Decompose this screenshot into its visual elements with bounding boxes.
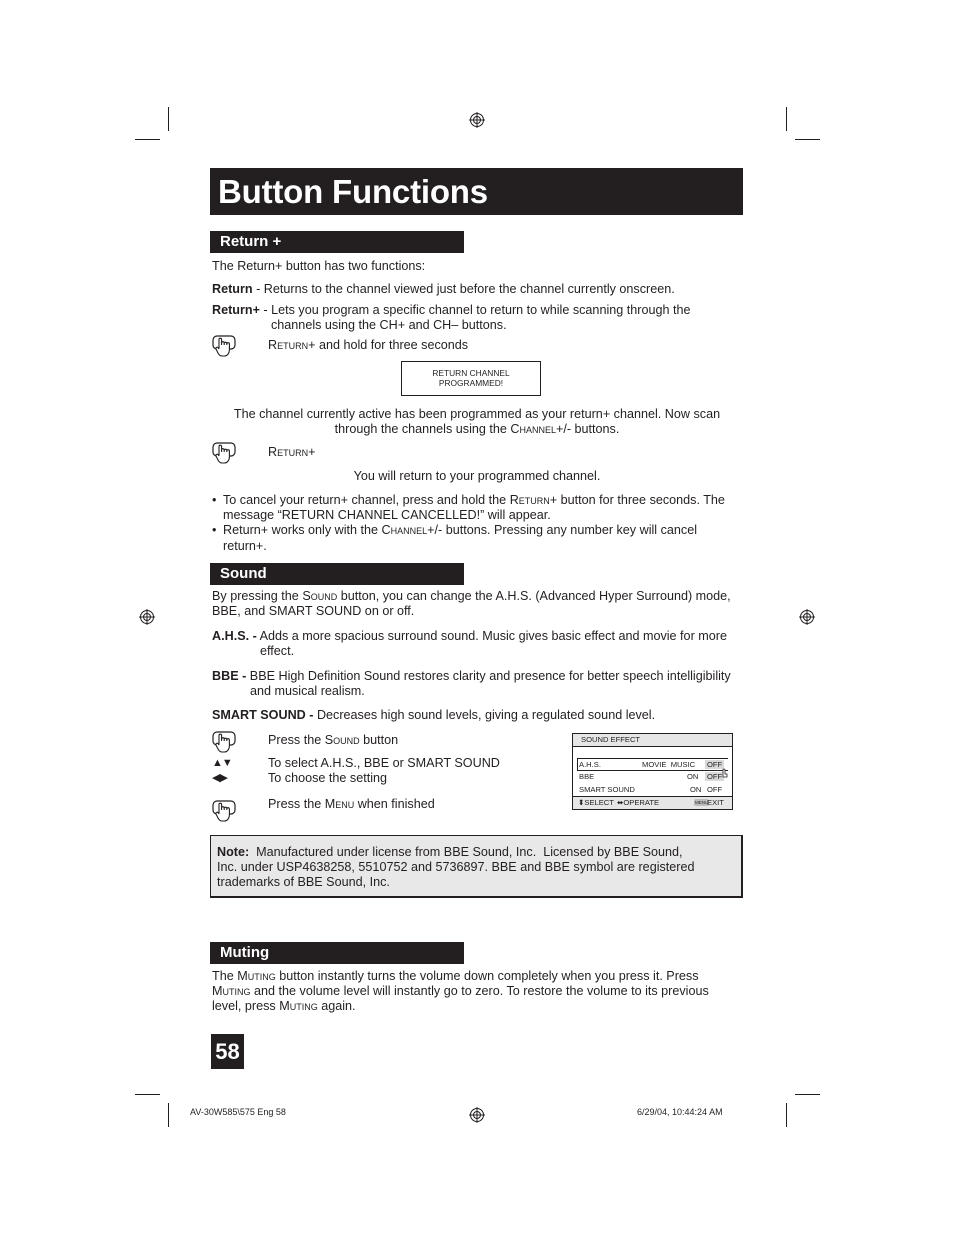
registration-mark-icon [469, 112, 485, 128]
text: Return+ works only with the [223, 523, 382, 537]
print-slug-right: 6/29/04, 10:44:24 AM [637, 1107, 723, 1117]
step-text: + and hold for three seconds [308, 338, 469, 352]
bullet-text-cont: return+. [223, 539, 267, 553]
definition: - Lets you program a specific channel to return to while scanning through the [259, 303, 691, 317]
bbe-definition [212, 669, 737, 684]
active-channel-text-2 [212, 422, 742, 437]
muting-text-2 [212, 984, 737, 999]
smart-sound-definition [212, 708, 737, 723]
menu-row-ahs[interactable] [579, 760, 727, 772]
muting-key-label: Muting [237, 969, 276, 983]
return-result: You will return to your programmed channel. [353, 469, 601, 483]
hand-press-icon [212, 799, 236, 823]
bullet-text [223, 493, 725, 508]
bullet-text [223, 523, 697, 538]
menu-title: SOUND EFFECT [581, 735, 641, 744]
return-plus-definition-cont: channels using the CH+ and CH– buttons. [271, 318, 507, 332]
left-right-arrow-icon: ⬌ [617, 798, 624, 807]
menu-row-selected: OFF [707, 760, 723, 769]
print-slug-left: AV-30W585\575 Eng 58 [190, 1107, 286, 1117]
bullet: • [212, 523, 217, 537]
sound-intro [212, 589, 737, 604]
registration-mark-icon [469, 1107, 485, 1123]
text: when finished [354, 797, 435, 811]
page-title: Button Functions [210, 168, 743, 215]
text: By pressing the [212, 589, 303, 603]
text: and the volume level will instantly go to zero. To restore the volume to its previous [250, 984, 709, 998]
text: again. [317, 999, 356, 1013]
section-heading-sound: Sound [210, 563, 464, 585]
term: Return+ [212, 303, 260, 317]
menu-row-selected: OFF [707, 772, 723, 781]
return-key-label: Return [268, 338, 309, 352]
text: SELECT [584, 798, 614, 807]
hand-press-icon [212, 334, 236, 358]
text: Press the [268, 733, 325, 747]
crop-mark [786, 107, 787, 131]
term: A.H.S. - [212, 629, 257, 643]
definition: Decreases high sound levels, giving a regulated sound level. [313, 708, 656, 722]
section-heading-muting: Muting [210, 942, 464, 964]
hand-press-icon [212, 730, 236, 754]
sound-intro-cont: BBE, and SMART SOUND on or off. [212, 604, 415, 618]
crop-mark [795, 139, 820, 140]
sound-step-2: To select A.H.S., BBE or SMART SOUND [268, 756, 500, 770]
note-line: Inc. under USP4638258, 5510752 and 5736897. BBE and BBE symbol are registered [217, 860, 695, 874]
text: +/- buttons. [556, 422, 620, 436]
registration-mark-icon [799, 609, 815, 625]
menu-key-badge: MENU [695, 800, 709, 805]
muting-text-3 [212, 999, 737, 1014]
definition: Adds a more spacious surround sound. Music gives basic effect and movie for more [256, 629, 727, 643]
crop-mark [795, 1094, 820, 1095]
menu-footer-operate [617, 798, 659, 807]
text: button instantly turns the volume down completely when you press it. Press [275, 969, 699, 983]
menu-row-bbe[interactable] [579, 772, 727, 784]
menu-row-options: MOVIE MUSIC [642, 760, 696, 769]
menu-header [573, 734, 732, 747]
note-line: trademarks of BBE Sound, Inc. [217, 875, 390, 889]
term: SMART SOUND - [212, 708, 314, 722]
left-right-arrow-icon: ◀▶ [212, 772, 227, 784]
key-name [268, 338, 308, 352]
hand-press-icon [212, 441, 236, 465]
text: + button for three seconds. The [549, 493, 725, 507]
return-intro: The Return+ button has two functions: [212, 259, 426, 273]
crop-mark [168, 1103, 169, 1127]
crop-mark [135, 1094, 160, 1095]
menu-footer-select [578, 798, 614, 807]
ahs-definition [212, 629, 737, 644]
channel-key-label: Channel [381, 523, 428, 537]
term: Return [212, 282, 253, 296]
step-text: + [308, 445, 316, 459]
bullet-text-cont: message “RETURN CHANNEL CANCELLED!” will appear. [223, 508, 551, 522]
menu-row-selected: OFF [707, 785, 723, 794]
hand-cursor-icon [721, 768, 729, 778]
section-heading-return: Return + [210, 231, 464, 253]
term: BBE - [212, 669, 247, 683]
menu-row-label: SMART SOUND [579, 785, 635, 794]
menu-row-options: ON [687, 772, 699, 781]
definition: - Returns to the channel viewed just before the channel currently onscreen. [252, 282, 675, 296]
menu-row-options: ON [690, 785, 702, 794]
osd-message-box [401, 361, 541, 396]
return-definition [212, 282, 737, 297]
menu-row-label: BBE [579, 772, 595, 781]
crop-mark [786, 1103, 787, 1127]
menu-key-label: Menu [324, 797, 355, 811]
up-down-arrow-icon: ▲▼ [212, 757, 232, 769]
text: To cancel your return+ channel, press and hold the [223, 493, 510, 507]
text: button, you can change the A.H.S. (Advanced Hyper Surround) mode, [337, 589, 731, 603]
text: level, press [212, 999, 280, 1013]
text: The [212, 969, 238, 983]
menu-footer [573, 796, 732, 809]
muting-key-label: Muting [212, 984, 251, 998]
menu-footer-exit: EXIT [707, 798, 724, 807]
sound-key-label: Sound [324, 733, 360, 747]
crop-mark [168, 107, 169, 131]
up-down-arrow-icon: ⬍ [578, 798, 585, 807]
text: button [359, 733, 399, 747]
osd-line: RETURN CHANNEL [432, 368, 510, 378]
return-step-1 [268, 338, 793, 353]
sound-step-3: To choose the setting [268, 771, 388, 785]
menu-row-label: A.H.S. [579, 760, 601, 769]
text: +/- buttons. Pressing any number key will cancel [427, 523, 697, 537]
crop-mark [135, 139, 160, 140]
sound-key-label: Sound [302, 589, 338, 603]
muting-text-1 [212, 969, 737, 984]
text: Manufactured under license from BBE Sound, Inc. Licensed by BBE Sound, [249, 845, 683, 859]
return-key-label: Return [268, 445, 309, 459]
note-label: Note: [217, 845, 250, 859]
active-channel-text-1: The channel currently active has been programmed as your return+ channel. Now scan [233, 407, 721, 421]
ahs-definition-cont: effect. [260, 644, 295, 658]
sound-effect-menu [572, 733, 733, 810]
text: Press the [268, 797, 325, 811]
return-key-label: Return [509, 493, 550, 507]
text: through the channels using the [334, 422, 511, 436]
registration-mark-icon [139, 609, 155, 625]
page-number: 58 [211, 1034, 244, 1069]
return-plus-definition [212, 303, 737, 318]
bullet: • [212, 493, 217, 507]
note-box [210, 835, 743, 898]
text: OPERATE [623, 798, 660, 807]
definition: BBE High Definition Sound restores clarity and presence for better speech intelligibility [246, 669, 731, 683]
note-line [217, 845, 741, 860]
osd-line: PROGRAMMED! [438, 378, 504, 388]
bbe-definition-cont: and musical realism. [250, 684, 365, 698]
muting-key-label: Muting [279, 999, 318, 1013]
channel-key-label: Channel [510, 422, 556, 436]
return-step-2 [268, 445, 793, 460]
